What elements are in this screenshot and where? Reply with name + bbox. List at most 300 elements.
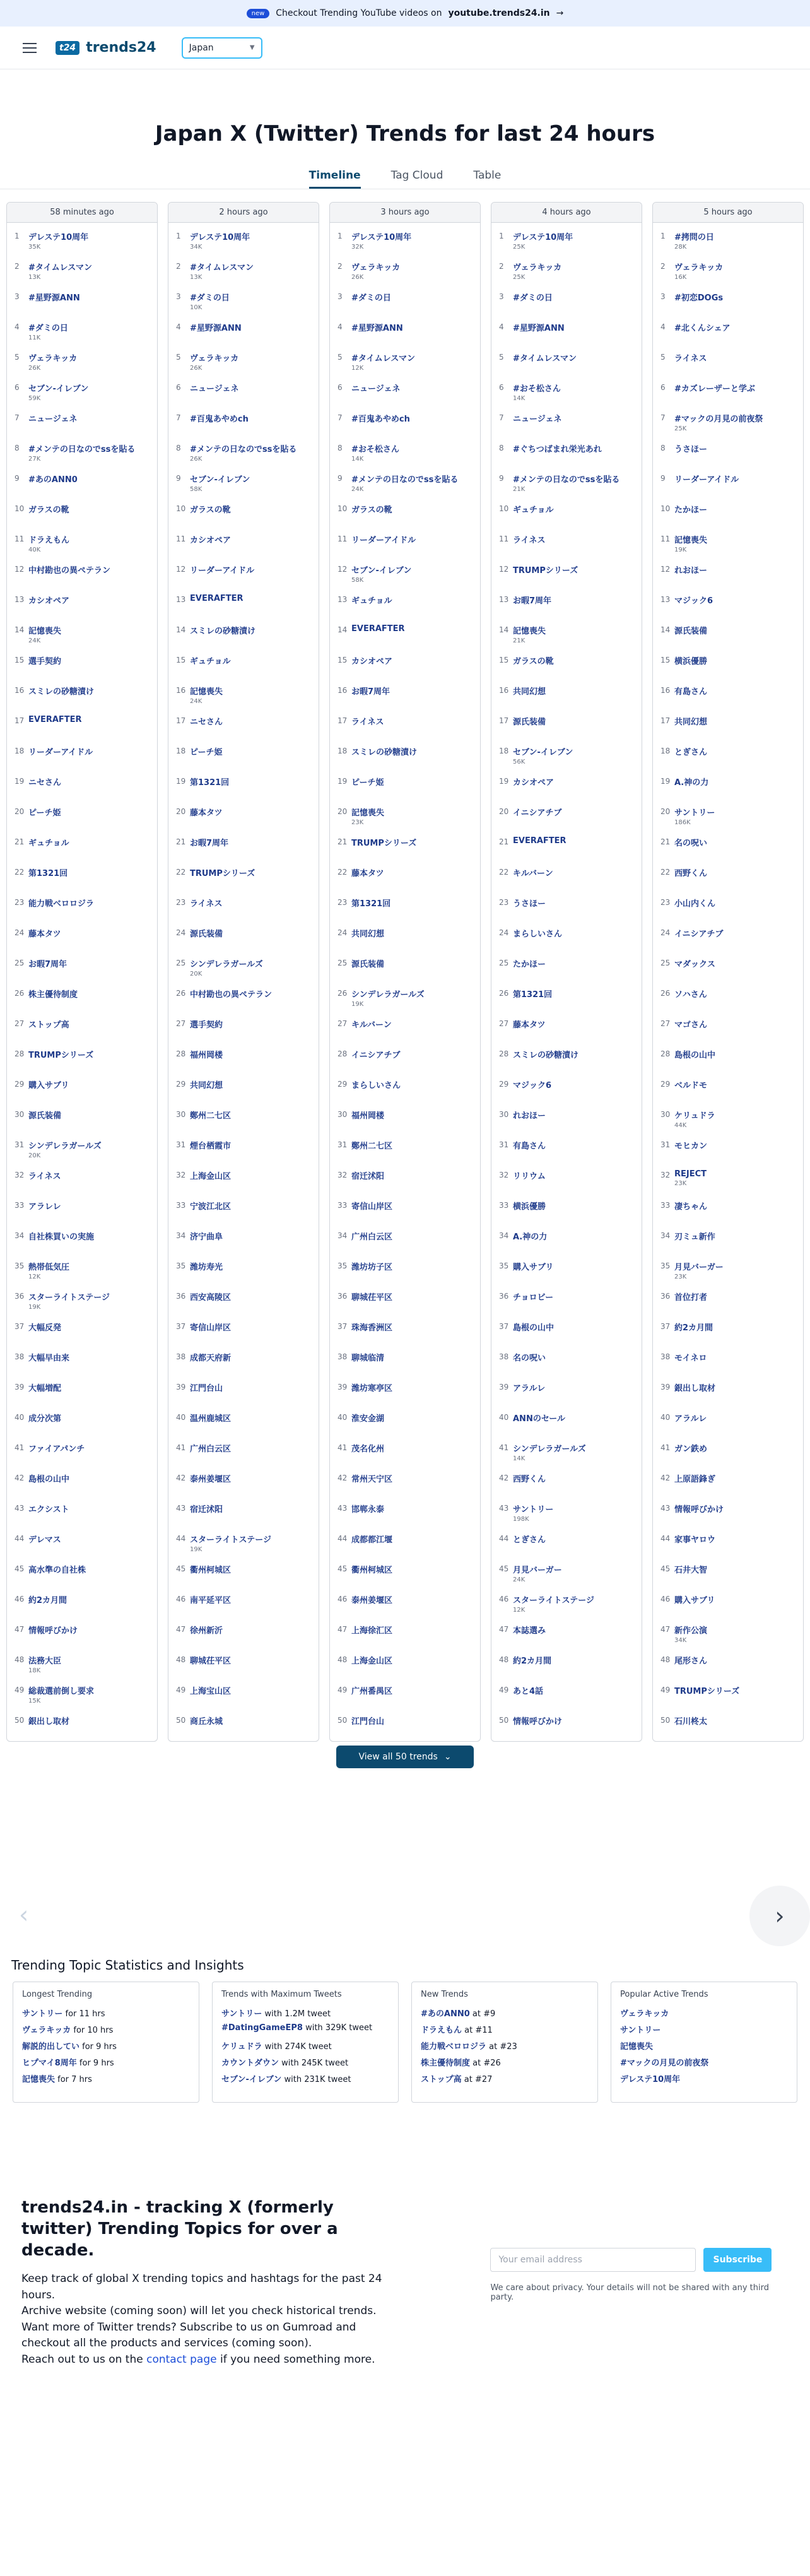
trend-item[interactable] [15, 1470, 157, 1500]
trend-topic[interactable]: 共同幻想 [513, 687, 546, 697]
trend-item[interactable] [499, 1712, 642, 1742]
trend-item[interactable] [176, 1651, 319, 1682]
trend-item[interactable] [15, 1712, 157, 1742]
stats-item[interactable] [221, 2056, 389, 2072]
trend-item[interactable] [660, 1470, 803, 1500]
trend-topic[interactable]: シンデレラガールズ [190, 960, 263, 969]
stats-item[interactable] [221, 2040, 389, 2056]
stats-item[interactable] [421, 2007, 589, 2023]
trend-topic[interactable]: セブン-イレブン [513, 748, 573, 757]
trend-topic[interactable]: ヴェラキッカ [351, 263, 401, 273]
trend-item[interactable] [338, 1500, 480, 1530]
trend-topic[interactable]: 潍坊寒亭区 [351, 1384, 393, 1393]
trend-item[interactable] [15, 622, 157, 652]
trend-topic[interactable]: 自社株買いの実施 [28, 1232, 95, 1242]
trend-topic[interactable]: 福州岡楼 [190, 1051, 223, 1060]
trend-item[interactable] [176, 561, 319, 591]
trend-topic[interactable]: ガン鉄め [674, 1445, 708, 1454]
trend-topic[interactable]: ニュージェネ [28, 415, 78, 424]
trend-topic[interactable]: ニセさん [28, 778, 62, 788]
trend-item[interactable] [338, 228, 480, 258]
trend-topic[interactable]: スミレの砂糖漬け [190, 627, 256, 636]
trend-item[interactable] [338, 803, 480, 834]
trend-item[interactable] [15, 1379, 157, 1409]
trend-item[interactable] [338, 470, 480, 500]
trend-item[interactable] [338, 622, 480, 652]
trend-topic[interactable]: 寄信山岸区 [351, 1202, 393, 1212]
trend-item[interactable] [660, 591, 803, 622]
trend-topic[interactable]: #ダミの日 [351, 293, 391, 303]
trend-topic[interactable]: 選手契約 [28, 657, 62, 666]
trend-item[interactable] [499, 1379, 642, 1409]
promo-banner[interactable] [0, 0, 810, 27]
trend-topic[interactable]: ピーチ姫 [190, 748, 223, 757]
trend-topic[interactable]: 月見バーガー [674, 1263, 724, 1272]
trend-topic[interactable]: 藤本タツ [351, 869, 384, 878]
trend-item[interactable] [499, 258, 642, 288]
trend-item[interactable] [660, 955, 803, 985]
trend-item[interactable] [338, 561, 480, 591]
trend-item[interactable] [176, 258, 319, 288]
trend-item[interactable] [15, 440, 157, 470]
trend-item[interactable] [338, 410, 480, 440]
trend-item[interactable] [176, 288, 319, 319]
trend-topic[interactable]: ANNのセール [513, 1414, 566, 1424]
trend-topic[interactable]: ヴェラキッカ [28, 354, 78, 363]
trend-topic[interactable]: ガラスの靴 [513, 657, 554, 666]
trend-topic[interactable]: 源氏装備 [351, 960, 385, 969]
trend-topic[interactable]: ベルドモ [674, 1081, 708, 1090]
trend-item[interactable] [338, 1258, 480, 1288]
trend-item[interactable] [15, 531, 157, 561]
trend-item[interactable] [338, 1682, 480, 1712]
trend-topic[interactable]: イニシアチブ [513, 808, 562, 818]
trend-topic[interactable]: 寄信山岸区 [190, 1323, 232, 1333]
trend-topic[interactable]: マゴさん [674, 1020, 708, 1030]
trend-topic[interactable]: 大幅早由来 [28, 1354, 70, 1363]
trend-topic[interactable]: 石川柊太 [674, 1717, 708, 1727]
trend-topic[interactable]: #タイムレスマン [190, 263, 254, 273]
stats-item-name[interactable]: ケリュドラ [221, 2042, 262, 2052]
trend-topic[interactable]: #星野源ANN [190, 324, 242, 333]
trend-item[interactable] [499, 591, 642, 622]
stats-item-name[interactable]: セブン-イレブン [221, 2075, 282, 2084]
trend-item[interactable] [660, 319, 803, 349]
stats-item-name[interactable]: ヴェラキッカ [22, 2026, 71, 2035]
trend-item[interactable] [15, 1015, 157, 1046]
trend-item[interactable] [660, 925, 803, 955]
stats-item-name[interactable]: ストップ高 [421, 2075, 462, 2084]
stats-item-name[interactable]: #あのANN0 [421, 2009, 470, 2019]
trend-topic[interactable]: #メンテの日なのでssを貼る [190, 445, 297, 454]
trend-item[interactable] [176, 1439, 319, 1470]
trend-item[interactable] [176, 652, 319, 682]
trend-item[interactable] [15, 379, 157, 410]
trend-topic[interactable]: 上原語鋒ぎ [674, 1475, 716, 1484]
stats-item-name[interactable]: 株主優待制度 [421, 2059, 471, 2068]
trend-item[interactable] [338, 1227, 480, 1258]
trend-item[interactable] [15, 1409, 157, 1439]
country-select[interactable] [182, 37, 262, 59]
trend-item[interactable] [499, 1530, 642, 1561]
trend-item[interactable] [660, 1258, 803, 1288]
trend-topic[interactable]: セブン-イレブン [351, 566, 412, 576]
trend-topic[interactable]: ライネス [190, 899, 223, 909]
trend-item[interactable] [176, 349, 319, 379]
trend-topic[interactable]: 銀出し取材 [674, 1384, 716, 1393]
trend-topic[interactable]: シンデレラガールズ [351, 990, 425, 1000]
trend-item[interactable] [499, 1137, 642, 1167]
trend-topic[interactable]: #ぐちつばまれ栄光あれ [513, 445, 602, 454]
trend-topic[interactable]: スミレの砂糖漬け [513, 1051, 579, 1060]
trend-item[interactable] [499, 470, 642, 500]
trend-topic[interactable]: 株主優待制度 [28, 990, 78, 1000]
trend-topic[interactable]: 中村勘也の異ペテラン [28, 566, 111, 576]
trend-item[interactable] [338, 1379, 480, 1409]
trend-topic[interactable]: マジック6 [513, 1081, 552, 1090]
trend-topic[interactable]: #おそ松さん [513, 384, 561, 394]
trend-item[interactable] [176, 1227, 319, 1258]
trend-topic[interactable]: ライネス [674, 354, 707, 363]
trend-topic[interactable]: スターライトステージ [513, 1596, 594, 1605]
trend-topic[interactable]: #百鬼あやめch [351, 415, 410, 424]
trend-topic[interactable]: 聊城茌平区 [190, 1657, 232, 1666]
trend-topic[interactable]: 名の呪い [674, 839, 708, 848]
tab-timeline[interactable]: Timeline [309, 169, 361, 189]
trend-topic[interactable]: 約2カ月間 [674, 1323, 713, 1333]
trend-topic[interactable]: #ダミの日 [513, 293, 553, 303]
trend-topic[interactable]: リーダーアイドル [351, 536, 416, 545]
trend-item[interactable] [338, 1106, 480, 1137]
trend-item[interactable] [338, 743, 480, 773]
trend-topic[interactable]: ピーチ姫 [28, 808, 61, 818]
trend-topic[interactable]: スターライトステージ [28, 1293, 110, 1303]
trend-topic[interactable]: 大幅反発 [28, 1323, 62, 1333]
trend-item[interactable] [660, 1561, 803, 1591]
trend-topic[interactable]: TRUMPシリーズ [351, 839, 417, 848]
trend-item[interactable] [15, 1076, 157, 1106]
trend-topic[interactable]: 記憶喪失 [674, 536, 708, 545]
stats-item-name[interactable]: 解説的出してい [22, 2042, 80, 2052]
trend-topic[interactable]: リーダーアイドル [674, 475, 739, 485]
trend-item[interactable] [338, 1530, 480, 1561]
trend-item[interactable] [338, 1076, 480, 1106]
trend-item[interactable] [15, 1258, 157, 1288]
trend-item[interactable] [499, 834, 642, 864]
trend-item[interactable] [338, 834, 480, 864]
trend-topic[interactable]: 南平延平区 [190, 1596, 232, 1605]
trend-item[interactable] [499, 864, 642, 894]
trend-item[interactable] [15, 1651, 157, 1682]
trend-item[interactable] [338, 1470, 480, 1500]
trend-topic[interactable]: ピーチ姫 [351, 778, 384, 788]
trend-item[interactable] [499, 1561, 642, 1591]
trend-item[interactable] [338, 1288, 480, 1318]
trend-topic[interactable]: れおほー [513, 1111, 546, 1121]
trend-topic[interactable]: 名の呪い [513, 1354, 546, 1363]
trend-item[interactable] [338, 712, 480, 743]
trend-item[interactable] [176, 1076, 319, 1106]
trend-item[interactable] [338, 1651, 480, 1682]
trend-topic[interactable]: 源氏装備 [674, 627, 708, 636]
trend-topic[interactable]: デレステ10周年 [190, 233, 250, 242]
trend-item[interactable] [660, 1137, 803, 1167]
trend-item[interactable] [15, 1591, 157, 1621]
trend-item[interactable] [499, 319, 642, 349]
trend-item[interactable] [176, 712, 319, 743]
trend-item[interactable] [176, 1530, 319, 1561]
trend-topic[interactable]: ギュチョル [28, 839, 69, 848]
trend-topic[interactable]: ニセさん [190, 718, 223, 727]
trend-topic[interactable]: 成分次第 [28, 1414, 62, 1424]
trend-topic[interactable]: #マックの月見の前夜祭 [674, 415, 763, 424]
trend-topic[interactable]: 聊城临清 [351, 1354, 385, 1363]
trend-topic[interactable]: 購入サブリ [513, 1263, 554, 1272]
trend-topic[interactable]: 源氏装備 [513, 718, 546, 727]
trend-topic[interactable]: ニュージェネ [351, 384, 401, 394]
trend-topic[interactable]: ガラスの靴 [190, 505, 231, 515]
trend-topic[interactable]: 中村勘也の異ペテラン [190, 990, 273, 1000]
trend-item[interactable] [176, 864, 319, 894]
trend-item[interactable] [660, 1227, 803, 1258]
stats-item-name[interactable]: デレステ10周年 [620, 2075, 681, 2084]
trend-item[interactable] [176, 1379, 319, 1409]
trend-item[interactable] [176, 1167, 319, 1197]
trend-item[interactable] [338, 319, 480, 349]
trend-item[interactable] [176, 894, 319, 925]
trend-topic[interactable]: イニシアチブ [351, 1051, 401, 1060]
trend-item[interactable] [660, 258, 803, 288]
trend-topic[interactable]: デレステ10周年 [28, 233, 89, 242]
trend-item[interactable] [499, 1621, 642, 1651]
stats-item-name[interactable]: カウントダウン [221, 2059, 279, 2068]
trend-topic[interactable]: モヒカン [674, 1142, 708, 1151]
stats-item[interactable] [421, 2040, 589, 2056]
trend-item[interactable] [499, 1227, 642, 1258]
stats-item[interactable] [221, 2007, 389, 2023]
trend-item[interactable] [660, 1651, 803, 1682]
trend-item[interactable] [176, 803, 319, 834]
trend-topic[interactable]: 横浜優勝 [674, 657, 708, 666]
trend-item[interactable] [660, 470, 803, 500]
trend-item[interactable] [15, 349, 157, 379]
trend-item[interactable] [176, 985, 319, 1015]
trend-topic[interactable]: 商丘永城 [190, 1717, 223, 1727]
trend-item[interactable] [499, 1500, 642, 1530]
trend-item[interactable] [499, 682, 642, 712]
trend-item[interactable] [660, 1288, 803, 1318]
stats-item-name[interactable]: #DatingGameEP8 [221, 2023, 303, 2033]
trend-item[interactable] [176, 834, 319, 864]
trend-topic[interactable]: EVERAFTER [513, 836, 566, 846]
trend-item[interactable] [338, 1167, 480, 1197]
trend-item[interactable] [176, 379, 319, 410]
trend-topic[interactable]: 記憶喪失 [190, 687, 223, 697]
trend-item[interactable] [660, 1015, 803, 1046]
trend-topic[interactable]: 成都都江堰 [351, 1535, 393, 1545]
trend-item[interactable] [338, 531, 480, 561]
menu-icon[interactable] [23, 43, 37, 53]
trend-topic[interactable]: まらしいさん [351, 1081, 401, 1090]
trend-topic[interactable]: 購入サブリ [674, 1596, 715, 1605]
trend-item[interactable] [176, 1712, 319, 1742]
trend-item[interactable] [338, 652, 480, 682]
trend-topic[interactable]: カシオペア [28, 596, 70, 606]
trend-topic[interactable]: サントリー [513, 1505, 554, 1515]
trend-item[interactable] [338, 379, 480, 410]
trend-topic[interactable]: 温州鹿城区 [190, 1414, 232, 1424]
trend-item[interactable] [338, 500, 480, 531]
trend-topic[interactable]: 泰州姜堰区 [351, 1596, 393, 1605]
trend-item[interactable] [176, 1318, 319, 1349]
trend-item[interactable] [176, 773, 319, 803]
trend-topic[interactable]: ニュージェネ [190, 384, 239, 394]
trend-item[interactable] [338, 1591, 480, 1621]
trend-topic[interactable]: 共同幻想 [190, 1081, 223, 1090]
trend-item[interactable] [15, 1046, 157, 1076]
trend-item[interactable] [660, 1409, 803, 1439]
stats-item-name[interactable]: 記憶喪失 [620, 2042, 654, 2052]
trend-topic[interactable]: ファイアパンチ [28, 1445, 85, 1454]
stats-item[interactable] [620, 2023, 788, 2040]
trend-topic[interactable]: 邯郸永泰 [351, 1505, 385, 1515]
trend-item[interactable] [660, 531, 803, 561]
trend-item[interactable] [15, 955, 157, 985]
stats-item[interactable] [620, 2007, 788, 2023]
trend-item[interactable] [660, 834, 803, 864]
trend-item[interactable] [176, 1015, 319, 1046]
trend-item[interactable] [660, 1712, 803, 1742]
trend-item[interactable] [15, 1561, 157, 1591]
trend-topic[interactable]: 广州白云区 [351, 1232, 393, 1242]
trend-item[interactable] [499, 349, 642, 379]
trend-item[interactable] [338, 1137, 480, 1167]
trend-item[interactable] [176, 531, 319, 561]
trend-topic[interactable]: 新作公演 [674, 1626, 708, 1636]
trend-item[interactable] [15, 288, 157, 319]
trend-item[interactable] [499, 955, 642, 985]
trend-item[interactable] [338, 682, 480, 712]
trend-topic[interactable]: 济宁曲阜 [190, 1232, 223, 1242]
trend-topic[interactable]: ケリュドラ [674, 1111, 715, 1121]
trend-topic[interactable]: 情報呼びかけ [674, 1505, 724, 1515]
trend-topic[interactable]: 第1321回 [351, 899, 391, 909]
trend-topic[interactable]: イニシアチブ [674, 930, 724, 939]
trend-topic[interactable]: れおほー [674, 566, 708, 576]
trend-item[interactable] [338, 1561, 480, 1591]
stats-item[interactable] [421, 2072, 589, 2089]
trend-item[interactable] [176, 1470, 319, 1500]
trend-topic[interactable]: 凄ちゃん [674, 1202, 708, 1212]
trend-topic[interactable]: 广州白云区 [190, 1445, 232, 1454]
trend-topic[interactable]: 有島さん [674, 687, 708, 697]
trend-topic[interactable]: 泰州姜堰区 [190, 1475, 232, 1484]
trend-topic[interactable]: 家事ヤロウ [674, 1535, 716, 1545]
trend-item[interactable] [176, 440, 319, 470]
tab-table[interactable]: Table [473, 169, 502, 182]
stats-item-name[interactable]: #マックの月見の前夜祭 [620, 2059, 709, 2068]
trend-topic[interactable]: デレステ10周年 [513, 233, 573, 242]
trend-item[interactable] [338, 925, 480, 955]
trend-item[interactable] [499, 561, 642, 591]
trend-item[interactable] [338, 591, 480, 622]
trend-topic[interactable]: #北くんシェア [674, 324, 731, 333]
trend-topic[interactable]: 第1321回 [190, 778, 230, 788]
trend-item[interactable] [499, 743, 642, 773]
trend-topic[interactable]: #タイムレスマン [351, 354, 415, 363]
trend-item[interactable] [15, 258, 157, 288]
trend-topic[interactable]: スターライトステージ [190, 1535, 271, 1545]
trend-item[interactable] [15, 773, 157, 803]
trend-topic[interactable]: ライネス [28, 1172, 61, 1181]
trend-item[interactable] [15, 682, 157, 712]
trend-topic[interactable]: 総裁選前倒し要求 [28, 1687, 95, 1696]
trend-item[interactable] [660, 561, 803, 591]
trend-item[interactable] [15, 410, 157, 440]
trend-topic[interactable]: 共同幻想 [351, 930, 385, 939]
trend-topic[interactable]: #ダミの日 [28, 324, 68, 333]
trend-topic[interactable]: 能力戦ベロロジラ [28, 899, 95, 909]
trend-topic[interactable]: 横浜優勝 [513, 1202, 546, 1212]
trend-topic[interactable]: 潍坊寿光 [190, 1263, 223, 1272]
trend-item[interactable] [15, 803, 157, 834]
view-all-button[interactable] [336, 1746, 474, 1768]
stats-item-name[interactable]: ドラえもん [421, 2026, 462, 2035]
trend-item[interactable] [15, 1288, 157, 1318]
trend-item[interactable] [15, 1349, 157, 1379]
trend-topic[interactable]: #星野源ANN [28, 293, 80, 303]
trend-topic[interactable]: 島根の山中 [28, 1475, 70, 1484]
stats-item-name[interactable]: ヒプマイ8周年 [22, 2059, 77, 2068]
trend-topic[interactable]: アラルレ [674, 1414, 707, 1424]
trend-topic[interactable]: アラレレ [28, 1202, 61, 1212]
trend-topic[interactable]: たかほー [674, 505, 708, 515]
trend-item[interactable] [499, 712, 642, 743]
trend-topic[interactable]: 广州番禺区 [351, 1687, 393, 1696]
trend-item[interactable] [15, 894, 157, 925]
stats-item[interactable] [421, 2023, 589, 2040]
trend-item[interactable] [176, 319, 319, 349]
trend-item[interactable] [660, 440, 803, 470]
trend-topic[interactable]: #タイムレスマン [513, 354, 577, 363]
trend-item[interactable] [15, 834, 157, 864]
trend-topic[interactable]: 鄭州二七区 [351, 1142, 393, 1151]
trend-item[interactable] [338, 1318, 480, 1349]
trend-topic[interactable]: 銀出し取材 [28, 1717, 70, 1727]
trend-topic[interactable]: ガラスの靴 [351, 505, 392, 515]
trend-item[interactable] [15, 1227, 157, 1258]
trend-item[interactable] [15, 1439, 157, 1470]
trend-topic[interactable]: ヴェラキッカ [513, 263, 562, 273]
trend-topic[interactable]: カシオペア [190, 536, 232, 545]
trend-item[interactable] [15, 561, 157, 591]
trend-topic[interactable]: A.神の力 [674, 778, 709, 788]
trend-item[interactable] [499, 1439, 642, 1470]
stats-item[interactable] [221, 2072, 389, 2089]
trend-topic[interactable]: デレステ10周年 [351, 233, 412, 242]
trend-item[interactable] [499, 1349, 642, 1379]
trend-item[interactable] [660, 379, 803, 410]
trend-item[interactable] [338, 1046, 480, 1076]
trend-topic[interactable]: チョロビー [513, 1293, 554, 1303]
trend-item[interactable] [660, 1318, 803, 1349]
trend-topic[interactable]: あと4話 [513, 1687, 544, 1696]
trend-topic[interactable]: シンデレラガールズ [513, 1445, 586, 1454]
stats-item-name[interactable]: 能力戦ベロロジラ [421, 2042, 487, 2052]
trend-item[interactable] [660, 1500, 803, 1530]
trend-item[interactable] [660, 773, 803, 803]
trend-item[interactable] [338, 864, 480, 894]
